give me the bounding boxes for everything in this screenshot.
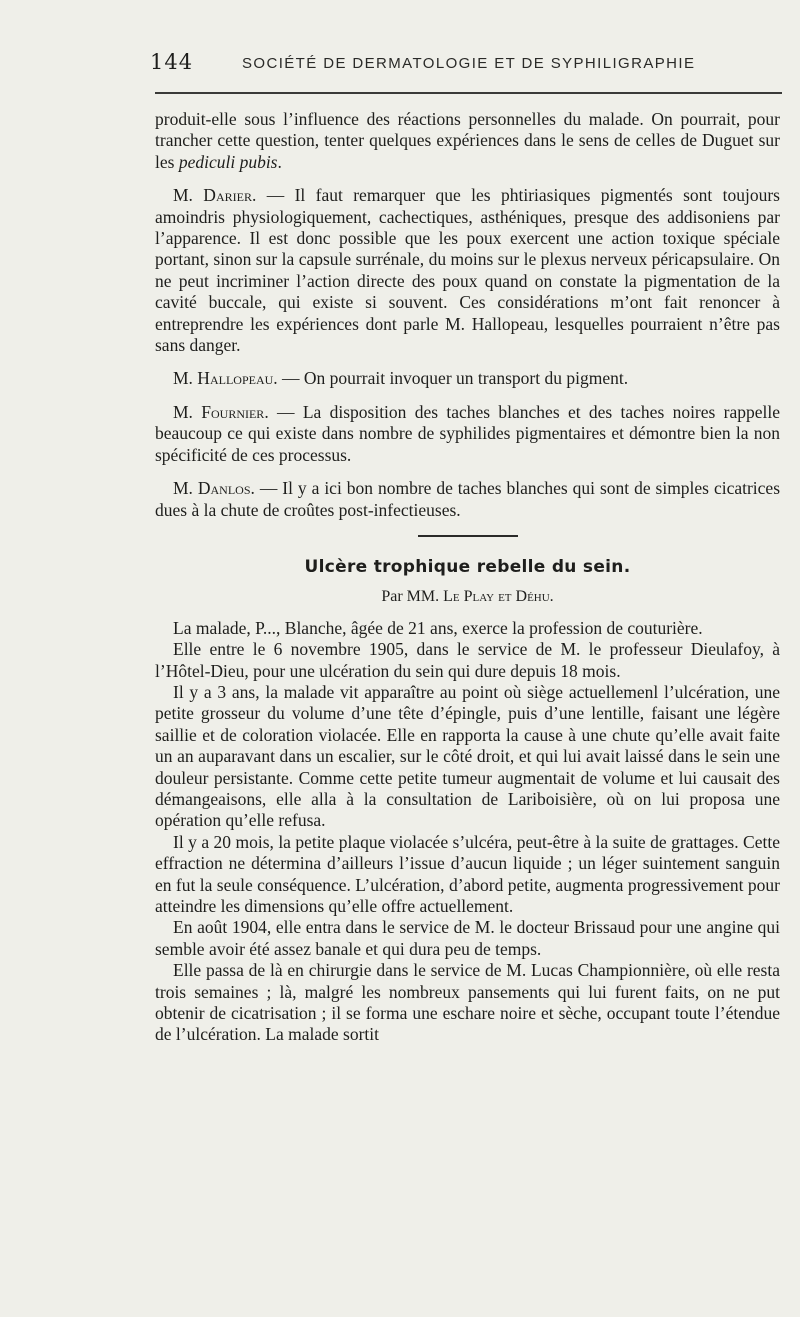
speaker-name: M. Hallopeau.: [173, 368, 278, 389]
italic-term: pediculi pubis: [178, 151, 278, 172]
speaker-name: M. Fournier.: [173, 401, 269, 422]
page-number: 144: [150, 50, 194, 74]
page-body: [155, 109, 780, 1046]
article-paragraph: Elle entre le 6 novembre 1905, dans le service de M. le professeur Dieulafoy, à l’Hôtel-Dieu, pour une ulcération du sein qui dure depuis 18 mois.: [155, 639, 780, 681]
article-paragraph: Il y a 20 mois, la petite plaque violacée s’ulcéra, peut-être à la suite de grattages. Cette effraction ne détermina d’ailleurs l’issue d’aucun liquide ; un léger suintement sanguin en fut la seule conséquence. L’ulcération, d’abord petite, augmenta progressivement pour atteindre les dimensions qu’elle offre actuellement.: [155, 831, 780, 916]
speaker-name: M. Danlos.: [173, 478, 255, 499]
article-paragraph: La malade, P..., Blanche, âgée de 21 ans, exerce la profession de couturière.: [173, 617, 703, 638]
speaker-paragraph-hallopeau: M. Hallopeau. — On pourrait invoquer un transport du pigment.: [173, 368, 629, 389]
article-paragraph: Il y a 3 ans, la malade vit apparaître au point où siège actuellemenl l’ulcération, une petite grosseur du volume d’une tête d’épingle, puis d’une lentille, faisant une légère saillie et de coloration violacée. Elle en rapporta la cause à une chute qu’elle avait faite un an auparavant dans un escalier, sur le côté droit, et qui lui avait laissé dans le sein une douleur persistante. Comme cette petite tumeur augmentait de volume et lui causait des démangeaisons, elle alla à la consultation de Lariboisière, où on lui proposa une opération qu’elle refusa.: [155, 681, 780, 831]
speaker-paragraph-danlos: M. Danlos. — Il y a ici bon nombre de taches blanches qui sont de simples cicatrices dues à la chute de croûtes post-infectieuses.: [155, 478, 781, 520]
article-title: Ulcère trophique rebelle du sein.: [304, 556, 631, 577]
page-header: [150, 50, 778, 80]
article-paragraph: Elle passa de là en chirurgie dans le service de M. Lucas Championnière, où elle resta trois semaines ; là, malgré les nombreux pansements qui lui furent faits, on ne put obtenir de cicatrisation ; il se forma une eschare noire et sèche, occupant toute l’étendue de l’ulcération. La malade sortit: [155, 960, 780, 1045]
speaker-paragraph-fournier: M. Fournier. — La disposition des taches blanches et des taches noires rappelle beaucoup ce qui existe dans nombre de syphilides pigmentaires et démontre bien la non spécificité de ces processus.: [155, 401, 781, 465]
article-authors: Par MM. Le Play et Déhu.: [381, 588, 554, 606]
header-rule: [155, 92, 782, 94]
section-separator: [418, 535, 518, 537]
article-paragraph: En août 1904, elle entra dans le service de M. le docteur Brissaud pour une angine qui semble avoir été assez banale et qui dura peu de temps.: [155, 917, 780, 959]
speaker-paragraph-darier: M. Darier. — Il faut remarquer que les phtiriasiques pigmentés sont toujours amoindris physiologiquement, cachectiques, asthéniques, presque des addisoniens par l’apparence. Il est donc possible que les poux exercent une action toxique spéciale portant, sinon sur la capsule surrénale, du moins sur le plexus nerveux péricapsulaire. On ne peut incriminer l’action directe des poux quand on constate la pigmentation de la cavité buccale, qui existe si souvent. Ces considérations m’ont fait renoncer à entreprendre les expériences dont parle M. Hallopeau, lesquelles pourraient n’être pas sans danger.: [155, 185, 780, 356]
speaker-name: M. Darier.: [173, 185, 257, 206]
running-title: SOCIÉTÉ DE DERMATOLOGIE ET DE SYPHILIGRAPHIE: [242, 55, 696, 72]
continued-paragraph: produit-elle sous l’influence des réactions personnelles du malade. On pourrait, pour trancher cette question, tenter quelques expériences dans le sens de celles de Duguet sur les pediculi pubis.: [155, 109, 780, 172]
